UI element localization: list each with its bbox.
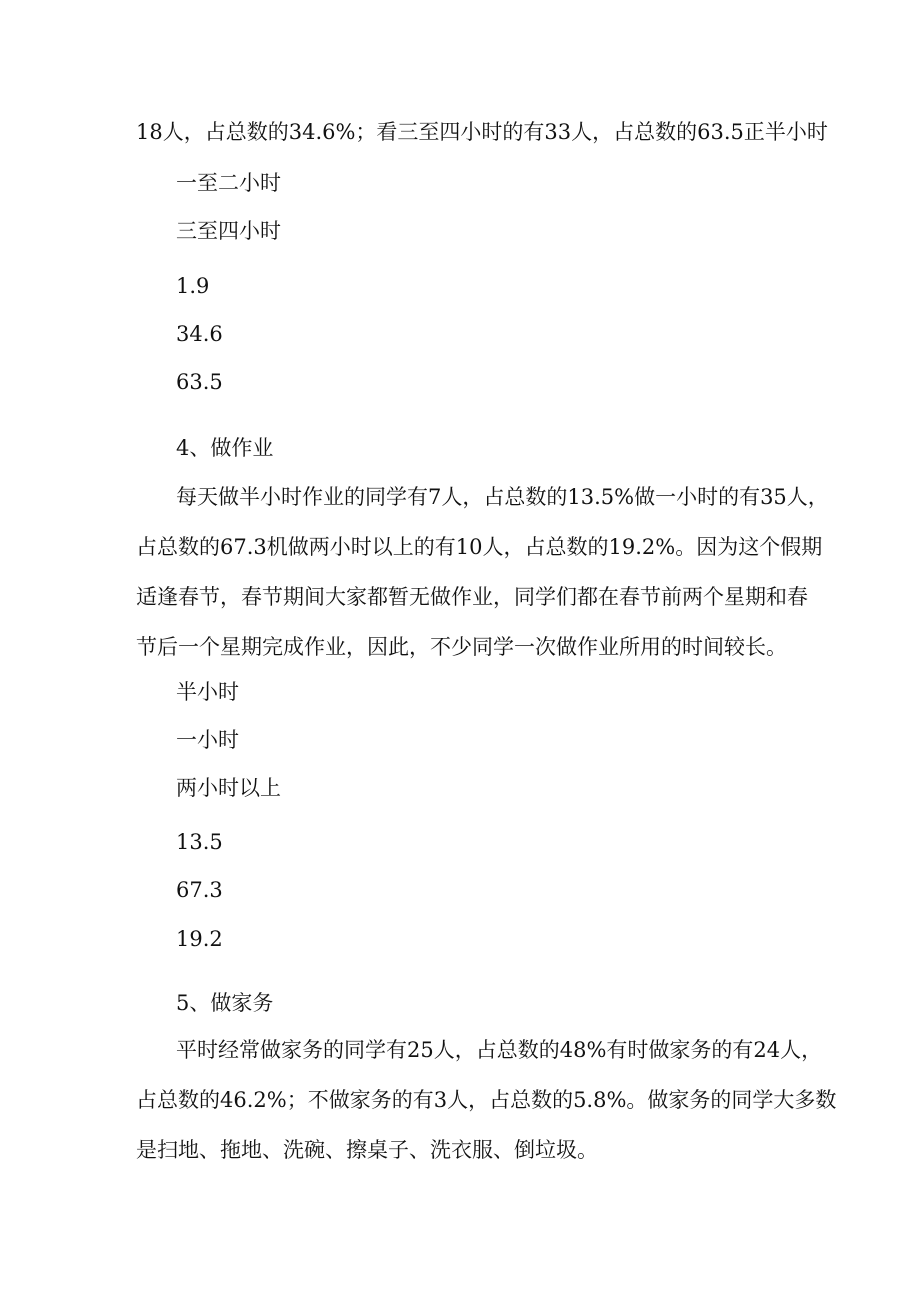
value-item: 19.2 (176, 927, 223, 951)
legend-item: 两小时以上 (176, 776, 281, 800)
paragraph-line: 适逢春节，春节期间大家都暂无做作业，同学们都在春节前两个星期和春 (136, 585, 808, 609)
section-heading: 5、做家务 (176, 991, 274, 1015)
value-item: 34.6 (176, 322, 223, 346)
paragraph-line: 每天做半小时作业的同学有7人，占总数的13.5%做一小时的有35人， (176, 485, 829, 509)
value-item: 63.5 (176, 370, 223, 394)
legend-item: 一小时 (176, 728, 239, 752)
section-paragraph (136, 1038, 837, 1162)
paragraph-line: 占总数的46.2%；不做家务的有3人，占总数的5.8%。做家务的同学大多数 (136, 1088, 837, 1112)
paragraph-line: 节后一个星期完成作业，因此，不少同学一次做作业所用的时间较长。 (136, 635, 787, 659)
legend-item: 半小时 (176, 680, 239, 704)
paragraph-line: 占总数的67.3机做两小时以上的有10人，占总数的19.2%。因为这个假期 (136, 535, 823, 559)
legend-item: 一至二小时 (176, 171, 281, 195)
paragraph-line: 平时经常做家务的同学有25人，占总数的48%有时做家务的有24人， (176, 1038, 823, 1062)
section-heading: 4、做作业 (176, 436, 274, 460)
top-paragraph-line: 18人，占总数的34.6%；看三至四小时的有33人，占总数的63.5正半小时 (136, 120, 828, 144)
value-item: 1.9 (176, 274, 210, 298)
legend-item: 三至四小时 (176, 219, 281, 243)
value-item: 13.5 (176, 830, 223, 854)
value-item: 67.3 (176, 878, 223, 902)
paragraph-line: 是扫地、拖地、洗碗、擦桌子、洗衣服、倒垃圾。 (136, 1138, 598, 1162)
section-paragraph (136, 485, 829, 659)
